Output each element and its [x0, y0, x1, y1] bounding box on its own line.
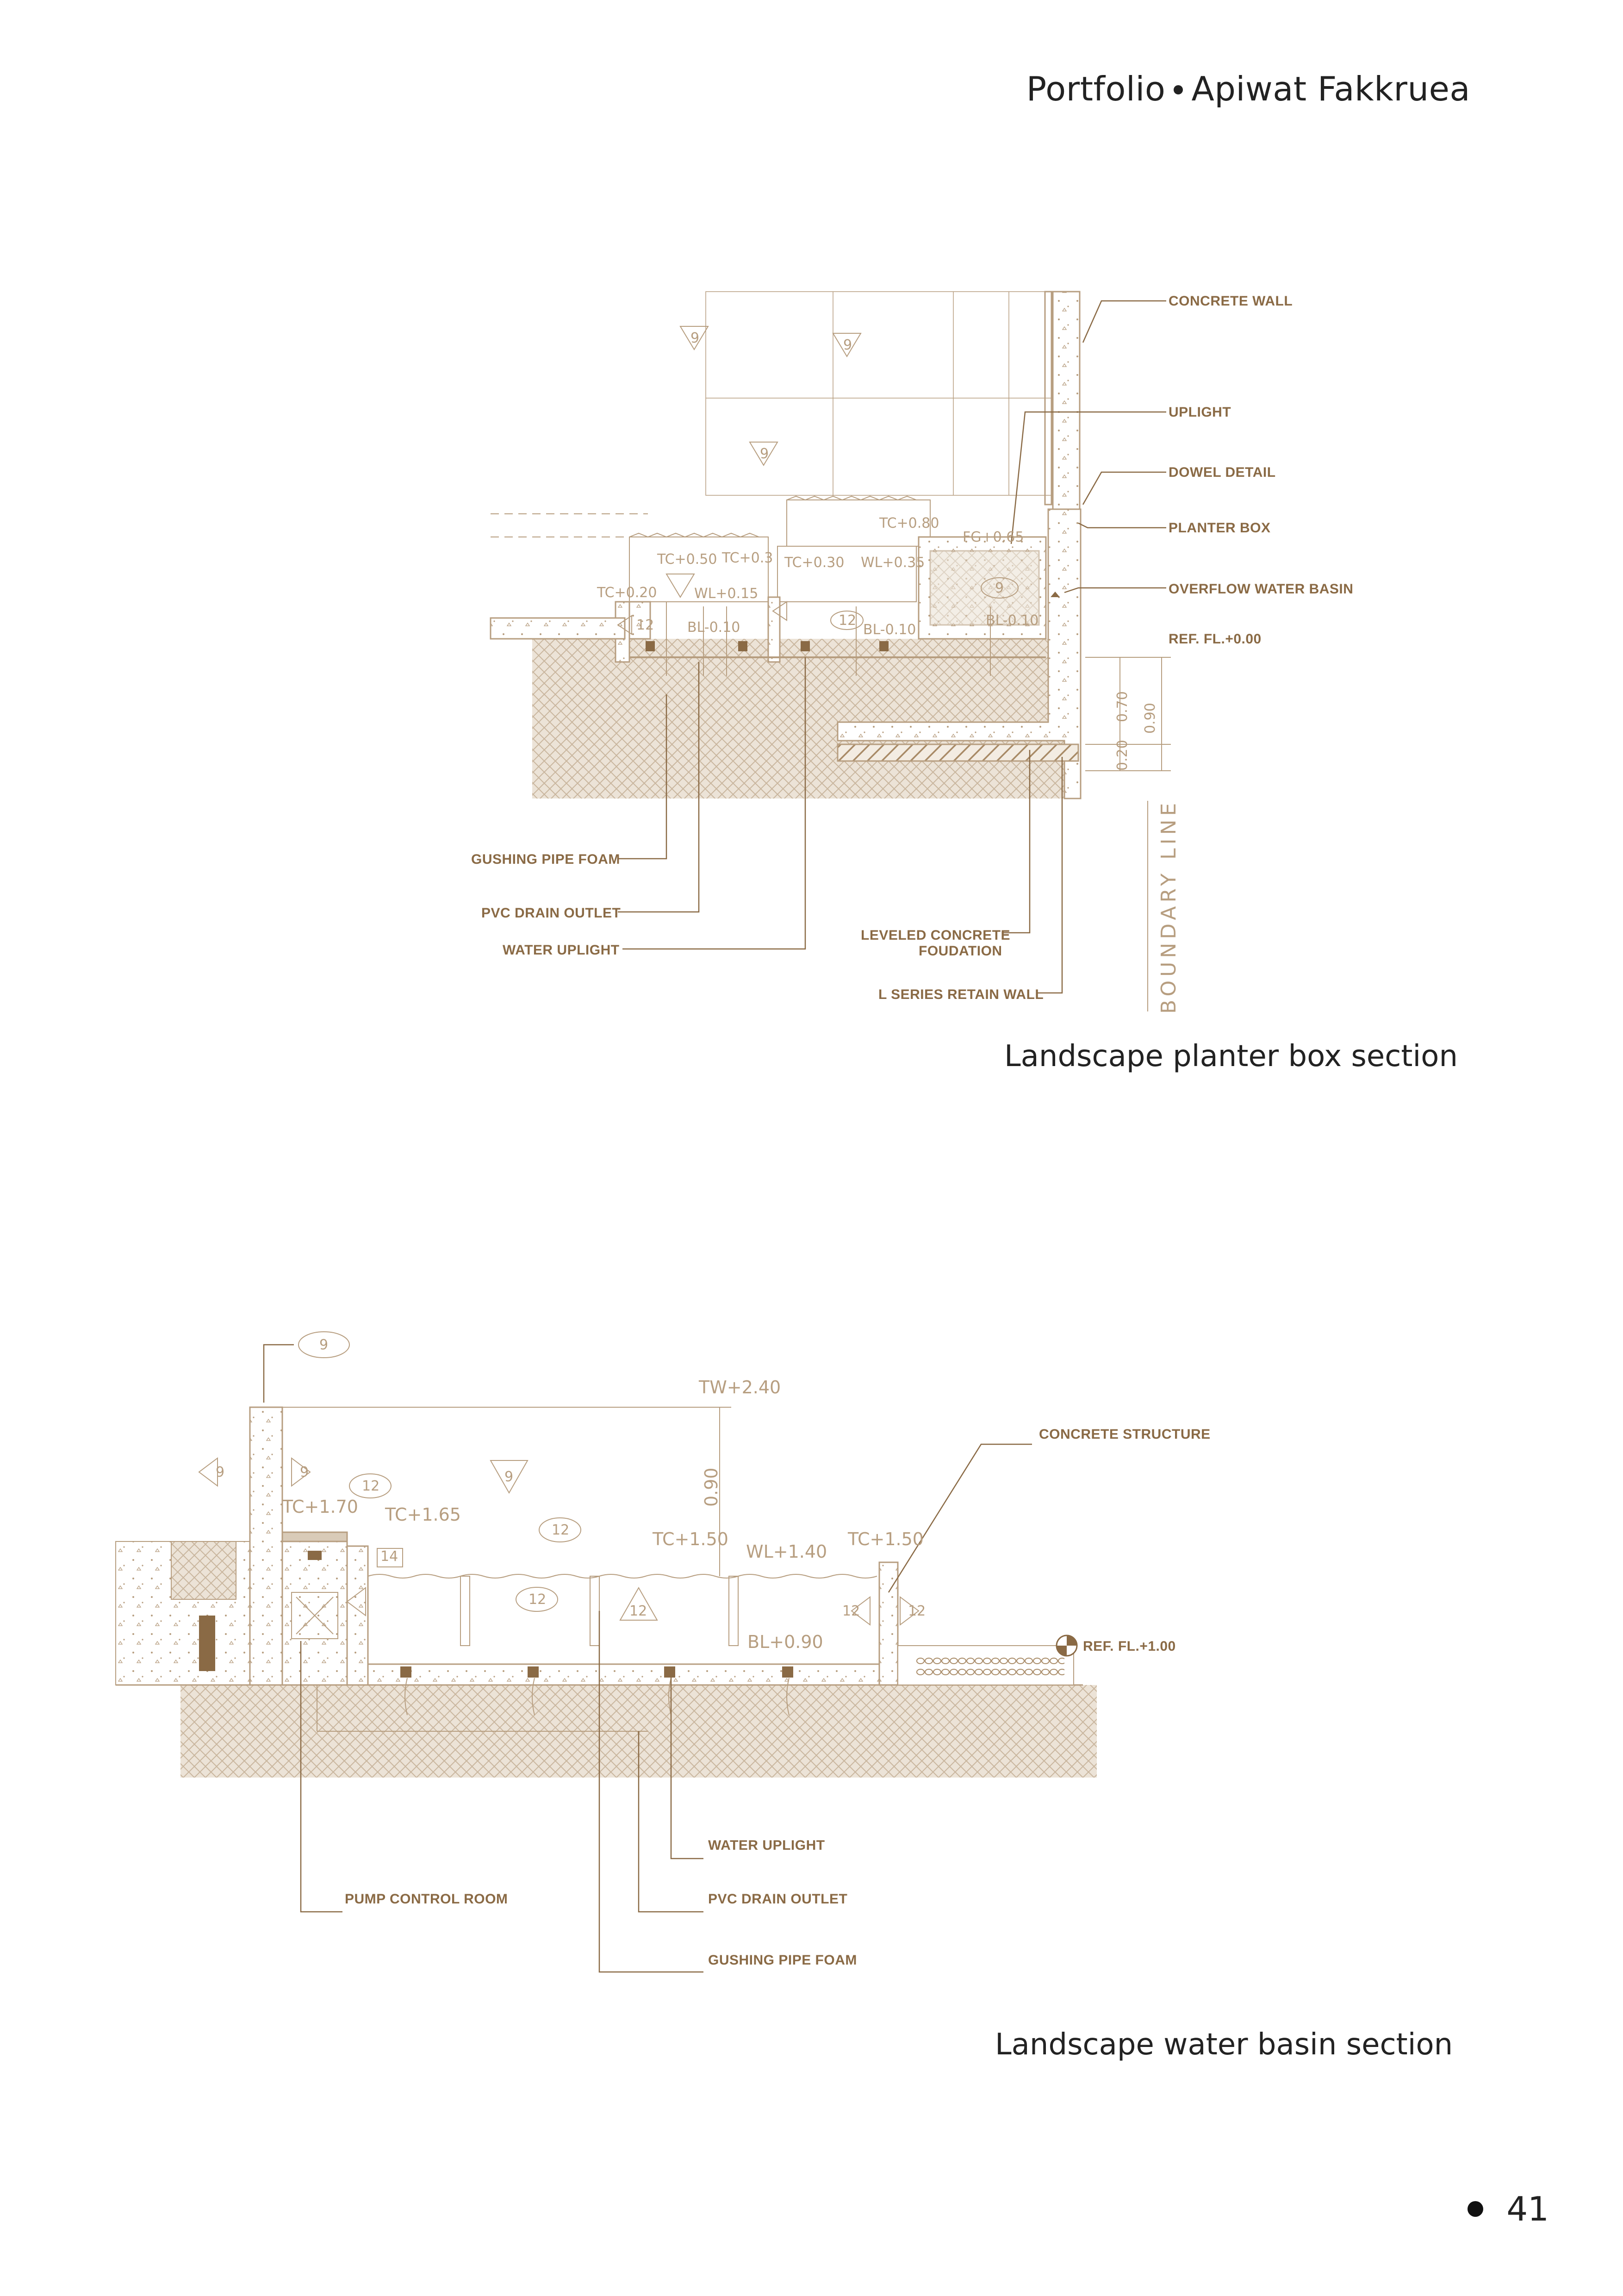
tag-basin-12-e: 12	[842, 1603, 860, 1619]
dim-bl090: BL+0.90	[747, 1632, 823, 1652]
tag-basin-12-a: 12	[362, 1478, 380, 1494]
dim-020: 0.20	[1114, 740, 1131, 771]
author-name: Apiwat Fakkruea	[1191, 69, 1470, 108]
leveled-concrete-foundation	[838, 744, 1078, 761]
caption-planter-section: Landscape planter box section	[1004, 1039, 1458, 1073]
dim-tc050: TC+0.50	[657, 551, 717, 568]
tag-9-b: 9	[843, 337, 852, 353]
tag-basin-12-d: 12	[629, 1603, 647, 1619]
label-ref-fl-basin: REF. FL.+1.00	[1083, 1639, 1176, 1654]
label-overflow-water-basin: OVERFLOW WATER BASIN	[1169, 581, 1354, 597]
dim-bl010b: BL-0.10	[863, 622, 916, 638]
label-ref-fl: REF. FL.+0.00	[1169, 631, 1262, 647]
tag-basin-12-f: 12	[908, 1603, 926, 1619]
dim-wl015: WL+0.15	[694, 586, 759, 602]
label-water-uplight-basin: WATER UPLIGHT	[708, 1838, 825, 1853]
label-water-uplight: WATER UPLIGHT	[503, 942, 620, 958]
dim-090: 0.90	[1142, 703, 1158, 734]
tag-9-a: 9	[690, 330, 700, 346]
tag-basin-14: 14	[380, 1548, 398, 1565]
label-pvc-drain-outlet-basin: PVC DRAIN OUTLET	[708, 1891, 848, 1907]
dim-basin-090: 0.90	[701, 1467, 721, 1507]
label-uplight: UPLIGHT	[1169, 405, 1231, 420]
label-planter-box: PLANTER BOX	[1169, 520, 1271, 536]
dim-bl010a: BL-0.10	[687, 619, 740, 636]
dim-tc170: TC+1.70	[282, 1497, 358, 1517]
dim-tc150b: TC+1.50	[848, 1529, 924, 1549]
dim-tc165: TC+1.65	[385, 1504, 461, 1525]
label-pvc-drain-outlet: PVC DRAIN OUTLET	[481, 905, 621, 921]
dim-tc020: TC+0.20	[597, 585, 657, 601]
tag-9-c: 9	[760, 446, 769, 462]
water-basin-section	[116, 1332, 1097, 1972]
label-boundary-line: BOUNDARY LINE	[1157, 799, 1181, 1014]
label-dowel-detail: DOWEL DETAIL	[1169, 465, 1276, 480]
tag-12-a: 12	[839, 612, 857, 629]
ground-fill	[532, 639, 1081, 799]
dim-tc080: TC+0.80	[879, 515, 939, 531]
dim-tc03: TC+0.3	[722, 550, 773, 566]
tag-basin-12-c: 12	[529, 1591, 547, 1608]
dim-tc150a: TC+1.50	[653, 1529, 728, 1549]
label-leveled-concrete: LEVELED CONCRETE	[861, 928, 1011, 943]
dim-wl035: WL+0.35	[861, 555, 925, 571]
tag-basin-9-c: 9	[300, 1464, 309, 1480]
tag-basin-9-b: 9	[216, 1464, 225, 1480]
label-concrete-wall: CONCRETE WALL	[1169, 293, 1293, 309]
tag-12-b: 12	[636, 617, 654, 633]
page-number-value: 41	[1506, 2190, 1549, 2228]
page-number	[1468, 2190, 1549, 2228]
tag-basin-12-b: 12	[552, 1522, 570, 1538]
bullet-icon	[1468, 2201, 1483, 2217]
portfolio-label: Portfolio	[1026, 69, 1166, 108]
label-gushing-pipe-foam-basin: GUSHING PIPE FOAM	[708, 1953, 857, 1968]
dim-tc030: TC+0.30	[784, 555, 845, 571]
tall-wall	[250, 1407, 282, 1685]
tag-basin-9-d: 9	[504, 1469, 514, 1485]
planter-box-section	[491, 292, 1171, 1011]
dim-bl010c: BL-0.10	[986, 612, 1039, 629]
label-concrete-structure: CONCRETE STRUCTURE	[1039, 1427, 1211, 1442]
dim-tw240: TW+2.40	[699, 1377, 781, 1398]
label-pump-control-room: PUMP CONTROL ROOM	[345, 1891, 508, 1907]
label-retain-wall: L SERIES RETAIN WALL	[878, 987, 1044, 1002]
dim-070: 0.70	[1114, 691, 1131, 722]
facade-outline	[706, 292, 1067, 495]
tag-basin-9-a: 9	[319, 1337, 329, 1353]
dim-wl140: WL+1.40	[746, 1541, 827, 1562]
caption-basin-section: Landscape water basin section	[995, 2028, 1453, 2062]
tag-9-d: 9	[995, 580, 1004, 596]
label-gushing-pipe-foam: GUSHING PIPE FOAM	[471, 852, 620, 867]
dim-fg065: FG+0.65	[963, 529, 1024, 545]
label-foundation: FOUDATION	[919, 943, 1002, 959]
